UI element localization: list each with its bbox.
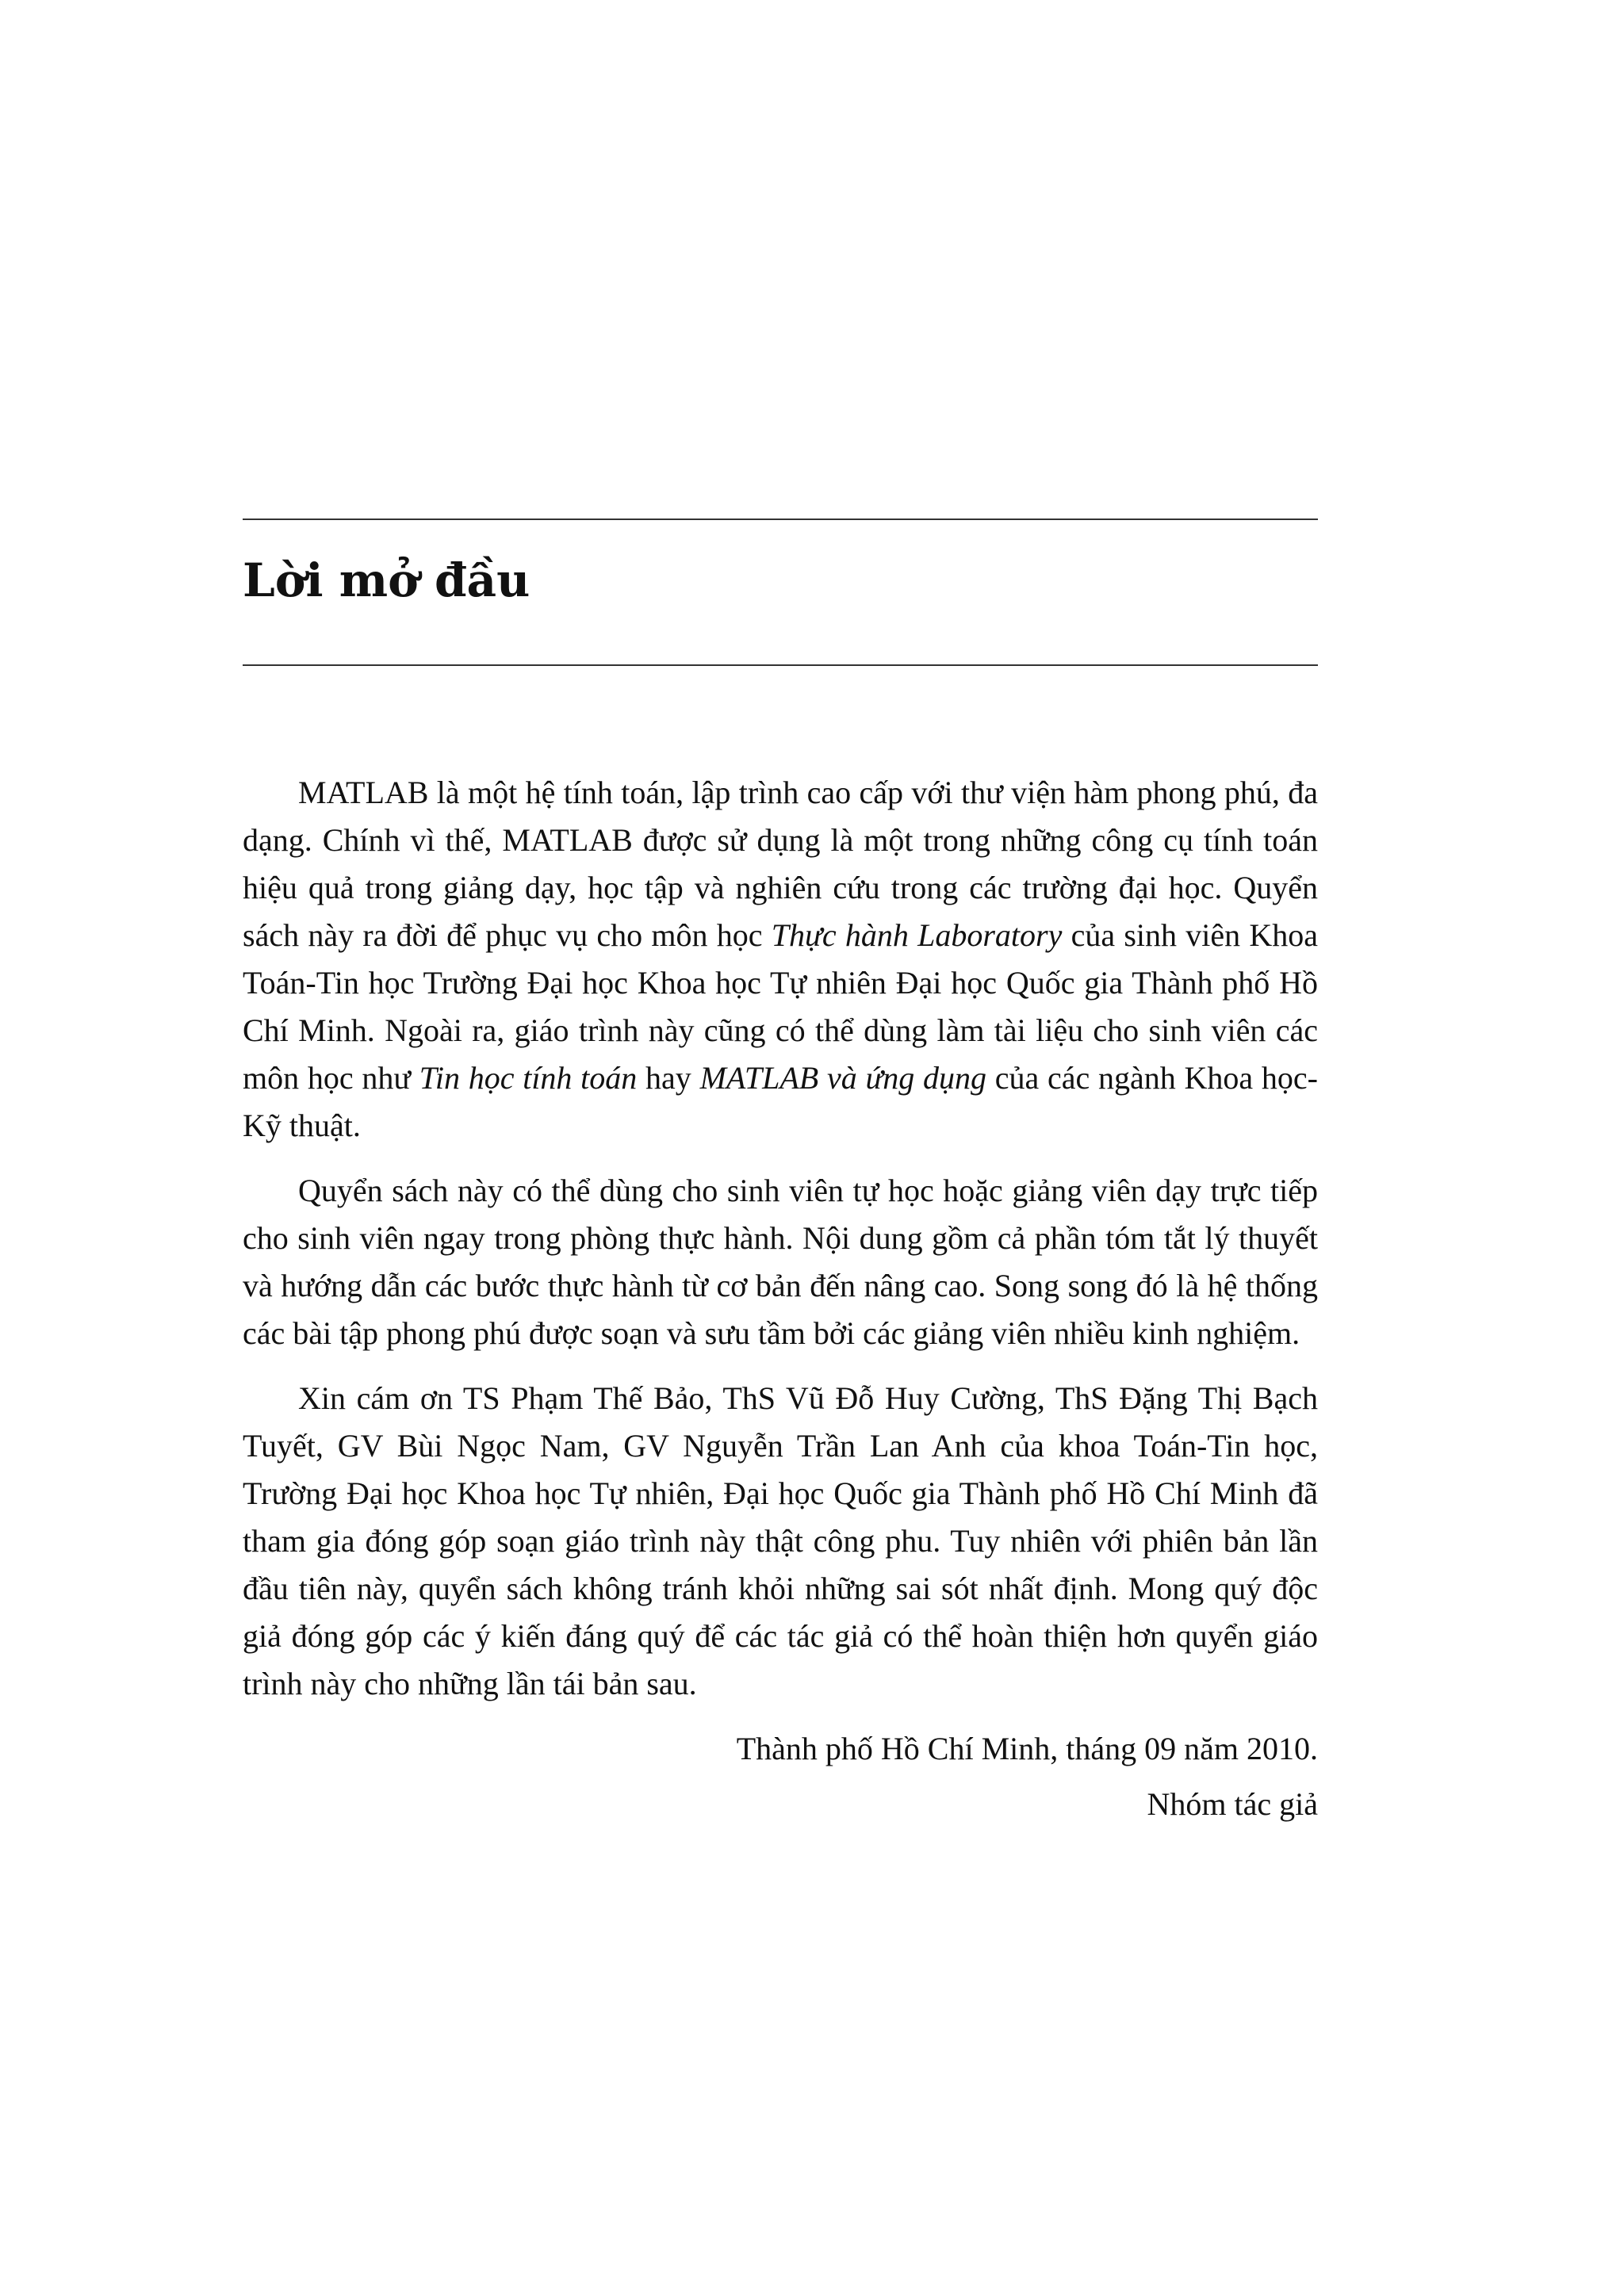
intro-text-2: của sinh viên Khoa Toán-Tin học Trường Đại học Khoa học Tự nhiên Đại học Quốc gia Thành phố Hồ Chí Minh. Ngoài ra, giáo trình này cũng có thể dùng làm tài liệu cho sinh viên các môn học như — [243, 917, 1319, 1096]
paragraph-thanks: Xin cám ơn TS Phạm Thế Bảo, ThS Vũ Đỗ Huy Cường, ThS Đặng Thị Bạch Tuyết, GV Bùi Ngọc Nam, GV Nguyễn Trần Lan Anh của khoa Toán-Tin học, Trường Đại học Khoa học Tự nhiên, Đại học Quốc gia Thành phố Hồ Chí Minh đã tham gia đóng góp soạn giáo trình này thật công phu. Tuy nhiên với phiên bản lần đầu tiên này, quyển sách không tránh khỏi những sai sót nhất định. Mong quý độc giả đóng góp các ý kiến đáng quý để các tác giả có thể hoàn thiện hơn quyển giáo trình này cho những lần tái bản sau. — [243, 1380, 1318, 1701]
preface-body — [243, 769, 1318, 1828]
intro-text-1: MATLAB là một hệ tính toán, lập trình cao cấp với thư viện hàm phong phú, đa dạng. Chính vì thế, MATLAB được sử dụng là một trong những công cụ tính toán hiệu quả trong giảng dạy, học tập và nghiên cứu trong các trường đại học. Quyển sách này ra đời để phục vụ cho môn học — [243, 775, 1318, 953]
intro-text-4: của các ngành Khoa học-Kỹ thuật. — [243, 1060, 1318, 1143]
bottom-rule — [243, 664, 1318, 666]
paragraph-intro — [243, 769, 1318, 1150]
course-name-matlab: MATLAB và ứng dụng — [699, 1060, 987, 1096]
intro-text-3: hay — [637, 1060, 700, 1096]
top-rule — [243, 519, 1318, 520]
course-name-lab: Thực hành Laboratory — [771, 917, 1063, 953]
signature-place-date: Thành phố Hồ Chí Minh, tháng 09 năm 2010. — [736, 1731, 1318, 1766]
signature-author: Nhóm tác giả — [1147, 1786, 1318, 1822]
paragraph-usage: Quyển sách này có thể dùng cho sinh viên tự học hoặc giảng viên dạy trực tiếp cho sinh viên ngay trong phòng thực hành. Nội dung gồm cả phần tóm tắt lý thuyết và hướng dẫn các bước thực hành từ cơ bản đến nâng cao. Song song đó là hệ thống các bài tập phong phú được soạn và sưu tầm bởi các giảng viên nhiều kinh nghiệm. — [243, 1173, 1318, 1351]
course-name-computing: Tin học tính toán — [419, 1060, 638, 1096]
page-title: Lời mở đầu — [243, 553, 530, 607]
